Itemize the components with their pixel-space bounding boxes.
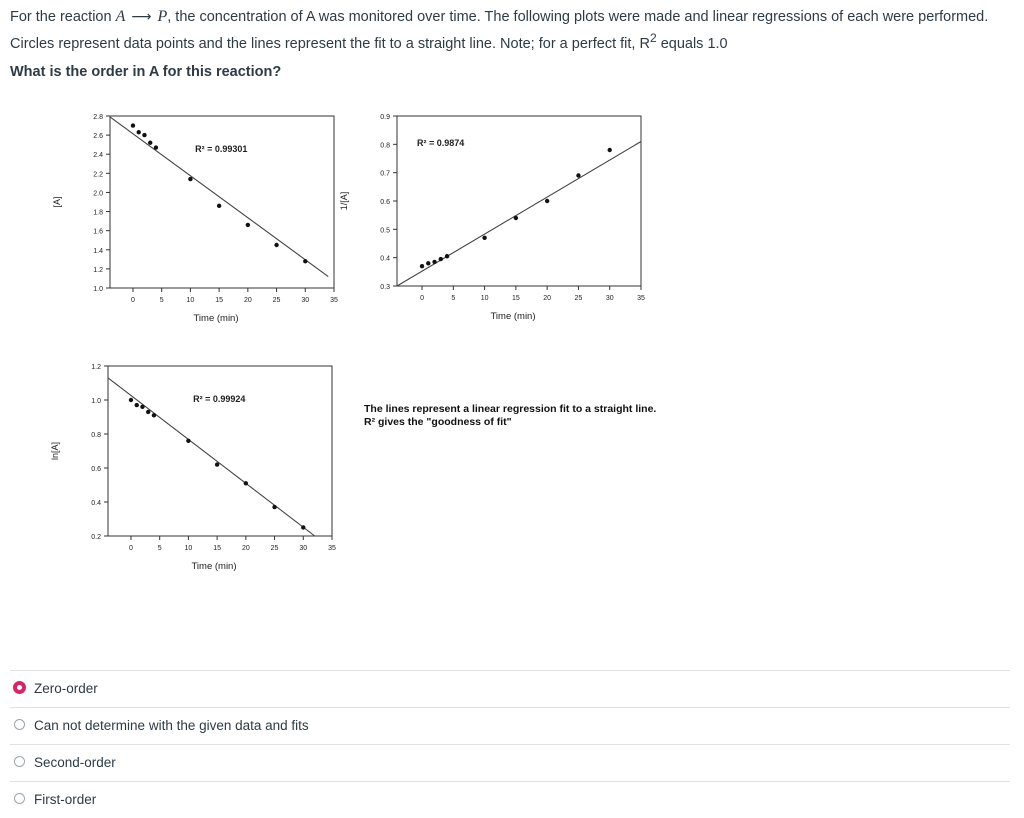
y-tick-label: 2.2 [93, 171, 103, 179]
x-tick-label: 20 [241, 545, 250, 552]
radio-button[interactable] [13, 681, 26, 694]
y-tick-label: 1.6 [93, 228, 103, 236]
y-tick-label: 2.0 [93, 190, 103, 198]
y-tick-label: 1.2 [93, 266, 103, 274]
data-point [301, 525, 305, 529]
x-tick-label: 0 [420, 295, 424, 302]
radio-button[interactable] [14, 719, 25, 730]
x-tick-label: 15 [511, 295, 520, 302]
answer-cannot-determine[interactable] [10, 707, 1010, 744]
y-tick-label: 1.2 [91, 364, 101, 371]
inverse-concentration-vs-time-plot [339, 108, 655, 330]
x-tick-label: 30 [299, 545, 308, 552]
x-tick-label: 5 [451, 295, 456, 302]
x-tick-label: 35 [328, 545, 336, 552]
regression-note-line1: The lines represent a linear regression fit to a straight line. [364, 403, 657, 415]
y-tick-label: 0.2 [91, 534, 101, 541]
data-point [142, 133, 146, 137]
y-tick-label: 2.4 [93, 152, 103, 160]
data-point [445, 254, 449, 258]
data-point [482, 236, 486, 240]
y-axis-label: ln[A] [50, 441, 60, 461]
x-tick-label: 0 [129, 545, 133, 552]
data-point [514, 216, 518, 220]
data-point [246, 223, 250, 227]
data-point [140, 405, 144, 409]
data-point [131, 123, 135, 127]
y-tick-label: 0.7 [380, 170, 390, 178]
question-part3: equals 1.0 [656, 35, 728, 52]
regression-note [364, 403, 694, 429]
y-axis-label: [A] [52, 196, 62, 208]
regression-note-line2: R² gives the "goodness of fit" [364, 416, 512, 428]
x-tick-label: 35 [637, 295, 645, 302]
plot-frame [108, 366, 332, 536]
y-tick-label: 0.9 [380, 114, 390, 121]
x-axis-label: Time (min) [191, 561, 237, 572]
x-tick-label: 10 [184, 545, 193, 552]
y-tick-label: 0.8 [380, 142, 390, 150]
data-point [274, 243, 278, 247]
y-tick-label: 2.6 [93, 133, 103, 141]
x-axis-label: Time (min) [193, 313, 239, 324]
radio-button[interactable] [14, 793, 25, 804]
radio-button[interactable] [14, 756, 25, 767]
y-tick-label: 0.6 [91, 466, 101, 473]
y-tick-label: 0.6 [380, 199, 390, 206]
answer-zero-order[interactable] [10, 670, 1010, 707]
data-point [272, 505, 276, 509]
data-point [432, 260, 436, 264]
x-tick-label: 5 [157, 545, 162, 552]
x-tick-label: 15 [215, 297, 224, 304]
data-point [426, 261, 430, 265]
question-prompt: What is the order in A for this reaction? [10, 64, 282, 80]
data-point [186, 439, 190, 443]
ln-concentration-vs-time-plot [40, 358, 350, 580]
data-point [154, 145, 158, 149]
data-point [135, 403, 139, 407]
data-point [420, 264, 424, 268]
concentration-vs-time-plot [40, 108, 350, 330]
y-tick-label: 0.5 [380, 227, 390, 235]
y-tick-label: 2.8 [93, 114, 103, 121]
y-tick-label: 1.0 [93, 286, 103, 293]
data-point [215, 462, 219, 466]
data-point [545, 199, 549, 203]
x-tick-label: 10 [480, 295, 489, 302]
y-tick-label: 0.4 [380, 255, 390, 263]
question-part1: For the reaction [10, 9, 112, 25]
data-point [146, 410, 150, 414]
x-tick-label: 0 [131, 297, 135, 304]
r-squared-label: R² = 0.9874 [417, 138, 465, 148]
x-tick-label: 20 [543, 295, 552, 302]
x-tick-label: 25 [270, 545, 279, 552]
y-tick-label: 0.8 [91, 432, 101, 439]
x-tick-label: 35 [330, 297, 338, 304]
x-tick-label: 10 [186, 297, 195, 304]
y-tick-label: 0.3 [380, 284, 390, 291]
x-tick-label: 30 [605, 295, 614, 302]
answer-choices [10, 670, 1010, 818]
data-point [129, 398, 133, 402]
answer-first-order[interactable] [10, 781, 1010, 818]
y-tick-label: 1.0 [91, 398, 101, 405]
question-text [10, 6, 1000, 55]
data-point [439, 257, 443, 261]
reactant-symbol: A [115, 8, 126, 25]
y-tick-label: 1.8 [93, 209, 103, 217]
x-axis-label: Time (min) [490, 311, 536, 322]
data-point [188, 177, 192, 181]
reaction-arrow: ⟶ [131, 9, 152, 25]
data-point [303, 259, 307, 263]
r-squared-label: R² = 0.99301 [195, 144, 248, 154]
y-axis-label: 1/[A] [339, 191, 349, 211]
data-point [244, 481, 248, 485]
x-tick-label: 30 [301, 297, 310, 304]
data-point [217, 204, 221, 208]
regression-line [110, 117, 328, 277]
x-tick-label: 25 [574, 295, 583, 302]
answer-label: First-order [34, 792, 97, 807]
y-tick-label: 1.4 [93, 247, 103, 255]
question-part2: , the concentration of A was monitored over time. The following plots were made and linear regressions of each were performed. Circles represent data points and the lines represent the fit to a straight line. Note; for a perfect fit, R [10, 9, 989, 52]
x-tick-label: 25 [272, 297, 281, 304]
data-point [148, 141, 152, 145]
product-symbol: P [157, 8, 168, 25]
x-tick-label: 20 [243, 297, 252, 304]
data-point [137, 130, 141, 134]
x-tick-label: 5 [159, 297, 164, 304]
r-squared-label: R² = 0.99924 [193, 394, 246, 404]
answer-label: Zero-order [34, 681, 98, 696]
x-tick-label: 15 [213, 545, 222, 552]
answer-label: Can not determine with the given data and fits [34, 718, 309, 733]
r-squared-superscript: 2 [649, 31, 657, 45]
data-point [152, 413, 156, 417]
answer-label: Second-order [34, 755, 116, 770]
data-point [608, 148, 612, 152]
regression-line [397, 142, 641, 287]
data-point [576, 173, 580, 177]
y-tick-label: 0.4 [91, 500, 101, 507]
answer-second-order[interactable] [10, 744, 1010, 781]
